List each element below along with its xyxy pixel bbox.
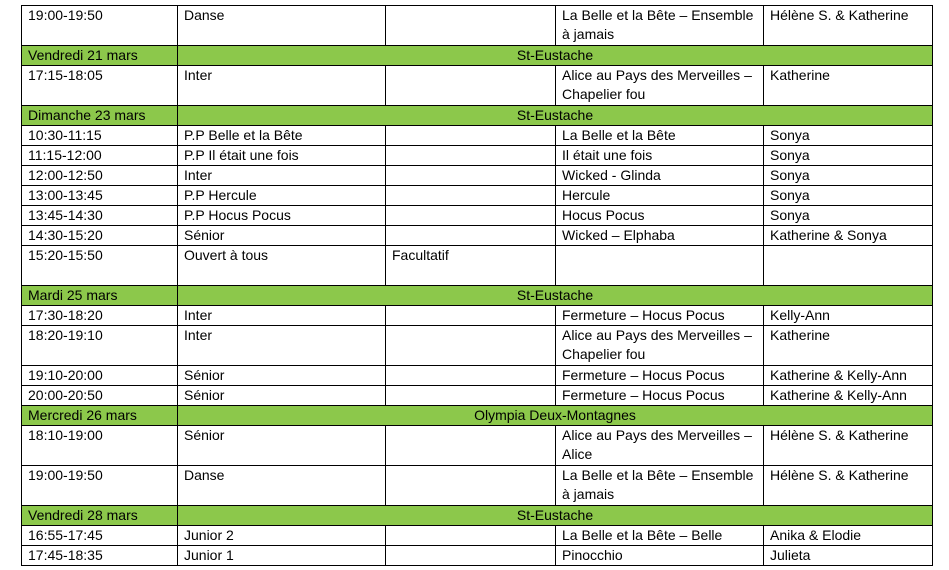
session-row: [22, 146, 933, 166]
piece-cell: La Belle et la Bête – Ensemble à jamais: [556, 466, 764, 506]
group-cell: Junior 1: [178, 546, 386, 566]
time-cell: 20:00-20:50: [22, 386, 178, 406]
teacher-cell: Katherine & Kelly-Ann: [764, 386, 933, 406]
group-cell: Sénior: [178, 226, 386, 246]
teacher-cell: Hélène S. & Katherine: [764, 466, 933, 506]
session-row: [22, 526, 933, 546]
schedule-table: [21, 5, 933, 566]
note-cell: [386, 466, 556, 506]
group-cell: Sénior: [178, 366, 386, 386]
note-cell: [386, 146, 556, 166]
time-cell: 19:10-20:00: [22, 366, 178, 386]
time-cell: 17:45-18:35: [22, 546, 178, 566]
session-row: [22, 466, 933, 506]
session-row: [22, 126, 933, 146]
time-cell: 15:20-15:50: [22, 246, 178, 286]
group-cell: P.P Hercule: [178, 186, 386, 206]
teacher-cell: Sonya: [764, 146, 933, 166]
time-cell: 19:00-19:50: [22, 466, 178, 506]
group-cell: Danse: [178, 6, 386, 46]
note-cell: [386, 226, 556, 246]
day-header-row: [22, 406, 933, 426]
piece-cell: [556, 246, 764, 286]
piece-cell: Pinocchio: [556, 546, 764, 566]
session-row: [22, 306, 933, 326]
time-cell: 14:30-15:20: [22, 226, 178, 246]
teacher-cell: Katherine: [764, 326, 933, 366]
time-cell: 18:20-19:10: [22, 326, 178, 366]
time-cell: 17:30-18:20: [22, 306, 178, 326]
day-cell: Dimanche 23 mars: [22, 106, 178, 126]
venue-cell: St-Eustache: [178, 106, 933, 126]
group-cell: Inter: [178, 326, 386, 366]
session-row: [22, 226, 933, 246]
group-cell: P.P Belle et la Bête: [178, 126, 386, 146]
note-cell: [386, 6, 556, 46]
note-cell: [386, 126, 556, 146]
day-header-row: [22, 506, 933, 526]
day-cell: Mercredi 26 mars: [22, 406, 178, 426]
group-cell: P.P Hocus Pocus: [178, 206, 386, 226]
group-cell: Junior 2: [178, 526, 386, 546]
piece-cell: Hocus Pocus: [556, 206, 764, 226]
piece-cell: La Belle et la Bête – Ensemble à jamais: [556, 6, 764, 46]
note-cell: [386, 426, 556, 466]
venue-cell: Olympia Deux-Montagnes: [178, 406, 933, 426]
piece-cell: Fermeture – Hocus Pocus: [556, 366, 764, 386]
teacher-cell: Katherine & Kelly-Ann: [764, 366, 933, 386]
note-cell: [386, 526, 556, 546]
group-cell: Danse: [178, 466, 386, 506]
session-row: [22, 546, 933, 566]
piece-cell: Alice au Pays des Merveilles – Chapelier fou: [556, 326, 764, 366]
group-cell: Sénior: [178, 426, 386, 466]
piece-cell: Fermeture – Hocus Pocus: [556, 306, 764, 326]
group-cell: Ouvert à tous: [178, 246, 386, 286]
note-cell: [386, 306, 556, 326]
teacher-cell: Sonya: [764, 206, 933, 226]
teacher-cell: Kelly-Ann: [764, 306, 933, 326]
session-row: [22, 386, 933, 406]
time-cell: 19:00-19:50: [22, 6, 178, 46]
time-cell: 13:00-13:45: [22, 186, 178, 206]
note-cell: Facultatif: [386, 246, 556, 286]
piece-cell: Hercule: [556, 186, 764, 206]
venue-cell: St-Eustache: [178, 46, 933, 66]
teacher-cell: [764, 246, 933, 286]
piece-cell: Alice au Pays des Merveilles – Chapelier fou: [556, 66, 764, 106]
day-header-row: [22, 106, 933, 126]
teacher-cell: Katherine & Sonya: [764, 226, 933, 246]
session-row: [22, 426, 933, 466]
session-row: [22, 186, 933, 206]
time-cell: 17:15-18:05: [22, 66, 178, 106]
session-row: [22, 246, 933, 286]
session-row: [22, 366, 933, 386]
day-cell: Mardi 25 mars: [22, 286, 178, 306]
piece-cell: Wicked - Glinda: [556, 166, 764, 186]
teacher-cell: Sonya: [764, 166, 933, 186]
piece-cell: Fermeture – Hocus Pocus: [556, 386, 764, 406]
session-row: [22, 206, 933, 226]
teacher-cell: Anika & Elodie: [764, 526, 933, 546]
day-cell: Vendredi 21 mars: [22, 46, 178, 66]
teacher-cell: Sonya: [764, 126, 933, 146]
time-cell: 13:45-14:30: [22, 206, 178, 226]
note-cell: [386, 186, 556, 206]
time-cell: 11:15-12:00: [22, 146, 178, 166]
day-header-row: [22, 46, 933, 66]
time-cell: 10:30-11:15: [22, 126, 178, 146]
note-cell: [386, 366, 556, 386]
teacher-cell: Hélène S. & Katherine: [764, 6, 933, 46]
time-cell: 12:00-12:50: [22, 166, 178, 186]
piece-cell: Il était une fois: [556, 146, 764, 166]
note-cell: [386, 206, 556, 226]
piece-cell: Alice au Pays des Merveilles – Alice: [556, 426, 764, 466]
note-cell: [386, 326, 556, 366]
time-cell: 18:10-19:00: [22, 426, 178, 466]
note-cell: [386, 546, 556, 566]
group-cell: Inter: [178, 166, 386, 186]
group-cell: Inter: [178, 306, 386, 326]
teacher-cell: Hélène S. & Katherine: [764, 426, 933, 466]
group-cell: Sénior: [178, 386, 386, 406]
teacher-cell: Julieta: [764, 546, 933, 566]
session-row: [22, 326, 933, 366]
note-cell: [386, 166, 556, 186]
teacher-cell: Sonya: [764, 186, 933, 206]
piece-cell: La Belle et la Bête – Belle: [556, 526, 764, 546]
day-cell: Vendredi 28 mars: [22, 506, 178, 526]
session-row: [22, 66, 933, 106]
venue-cell: St-Eustache: [178, 286, 933, 306]
time-cell: 16:55-17:45: [22, 526, 178, 546]
group-cell: Inter: [178, 66, 386, 106]
session-row: [22, 6, 933, 46]
day-header-row: [22, 286, 933, 306]
teacher-cell: Katherine: [764, 66, 933, 106]
note-cell: [386, 386, 556, 406]
piece-cell: Wicked – Elphaba: [556, 226, 764, 246]
piece-cell: La Belle et la Bête: [556, 126, 764, 146]
note-cell: [386, 66, 556, 106]
group-cell: P.P Il était une fois: [178, 146, 386, 166]
venue-cell: St-Eustache: [178, 506, 933, 526]
session-row: [22, 166, 933, 186]
